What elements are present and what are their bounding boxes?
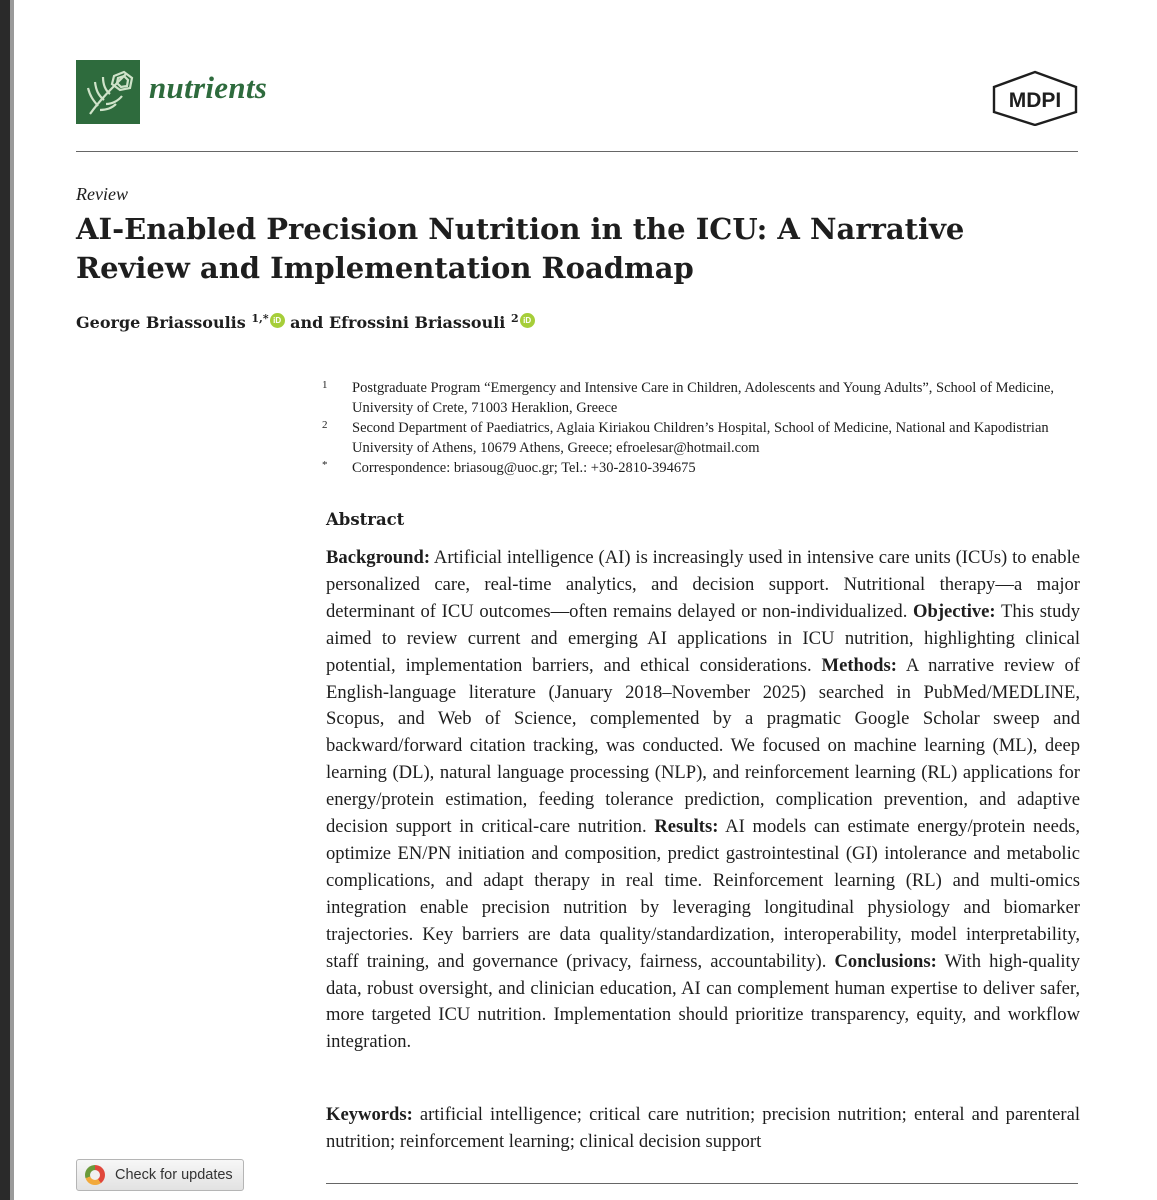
affiliation-text: Second Department of Paediatrics, Aglaia Kiriakou Children’s Hospital, School of Medicine, National and Kapodistrian University of Athens, 10679 Athens, Greece; efroelesar@hotmail.com [352,420,1049,456]
keywords [326,1102,1080,1156]
keywords-label: Keywords: [326,1104,413,1125]
article-title: AI-Enabled Precision Nutrition in the ICU: A Narrative Review and Implementation Roadmap [76,212,965,285]
author-joiner: and [290,313,324,332]
orcid-icon[interactable]: iD [270,313,285,328]
affiliation-mark: 2 [322,419,328,431]
check-for-updates-label: Check for updates [115,1167,233,1183]
journal-name: nutrients [149,70,268,105]
crossmark-icon [85,1165,105,1185]
conclusions-label: Conclusions: [834,950,937,972]
objective-label: Objective: [913,600,996,622]
header-rule [76,151,1078,152]
keywords-text: artificial intelligence; critical care nutrition; precision nutrition; enteral and parenteral nutrition; reinforcement learning; clinical decision support [326,1104,1080,1152]
author-affiliation-mark: 1,* [251,312,269,325]
author-affiliation-mark: 2 [510,312,519,325]
article-type: Review [76,184,128,204]
results-text: AI models can estimate energy/protein needs, optimize EN/PN initiation and composition, predict gastrointestinal (GI) intolerance and metabolic complications, and adapt therapy in real time. Reinforcement learning (RL) and multi-omics integration enable precision nutrition by leveraging longitudinal physiology and biomarker trajectories. Key barriers are data quality/standardization, interoperability, model interpretability, staff training, and governance (privacy, fairness, accountability). [326,816,1081,972]
correspondence-text: Correspondence: briasoug@uoc.gr; Tel.: +30-2810-394675 [352,460,696,476]
check-for-updates-button[interactable] [76,1159,244,1191]
mdpi-hexagon-logo-icon [990,70,1080,126]
abstract-heading: Abstract [326,510,405,529]
objective-text: This study aimed to review current and emerging AI applications in ICU nutrition, highlighting clinical potential, implementation barriers, and ethical considerations. [326,600,1080,676]
affiliation-mark: 1 [322,379,328,391]
methods-label: Methods: [821,654,897,676]
author-name[interactable]: Efrossini Briassouli [328,313,506,332]
affiliations [322,378,1082,478]
footer-rule [326,1183,1078,1184]
affiliation-item [322,378,1082,418]
affiliation-text: Postgraduate Program “Emergency and Intensive Care in Children, Adolescents and Young Adults”, School of Medicine, University of Crete, 71003 Heraklion, Greece [352,380,1055,416]
author-name[interactable]: George Briassoulis [76,313,246,332]
methods-text: A narrative review of English-language literature (January 2018–November 2025) searched in PubMed/MEDLINE, Scopus, and Web of Science, complemented by a pragmatic Google Scholar sweep and backward/forward citation tracking, was conducted. We focused on machine learning (ML), deep learning (DL), natural language processing (NLP), and reinforcement learning (RL) applications for energy/protein estimation, feeding tolerance prediction, complication prevention, and adaptive decision support in critical-care nutrition. [326,654,1080,838]
author-list [76,312,535,332]
correspondence-mark: * [322,459,328,471]
mdpi-logo-text: MDPI [1008,89,1062,112]
background-label: Background: [326,547,431,568]
conclusions-text: With high-quality data, robust oversight, and clinician education, AI can complement human expertise to deliver safer, more targeted ICU nutrition. Implementation should prioritize transparency, equity, and workflow integration. [326,950,1080,1053]
correspondence-item [322,458,1082,478]
orcid-icon[interactable]: iD [520,313,535,328]
abstract-body [326,545,1080,1056]
page-edge-shadow-light [10,0,14,1200]
page-edge-shadow [0,0,10,1200]
background-text: Artificial intelligence (AI) is increasingly used in intensive care units (ICUs) to enable personalized care, real-time analytics, and decision support. Nutritional therapy—a major determinant of ICU outcomes—often remains delayed or non-individualized. [326,547,1080,622]
affiliation-item [322,418,1082,458]
nutrients-leaf-logo-icon [76,60,140,124]
results-label: Results: [654,816,719,838]
